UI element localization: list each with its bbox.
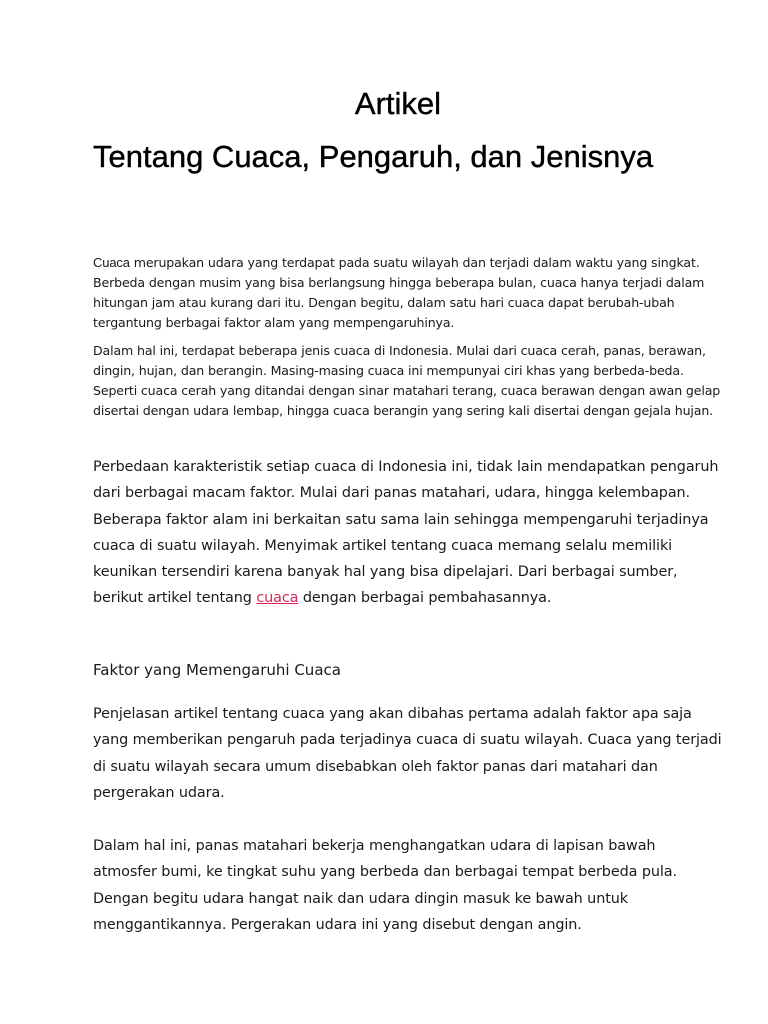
paragraph-intro	[93, 253, 723, 333]
paragraph-factors-text-before: Perbedaan karakteristik setiap cuaca di Indonesia ini, tidak lain mendapatkan pengaruh dari berbagai macam faktor. Mulai dari panas matahari, udara, hingga kelembapan. Beberapa faktor alam ini berkaitan satu sama lain sehingga mempengaruhi terjadinya cuaca di suatu wilayah. Menyimak artikel tentang cuaca memang selalu memiliki keunikan tersendiri karena banyak hal yang bisa dipelajari. Dari berbagai sumber, berikut artikel tentang	[93, 459, 719, 607]
paragraph-weather-types: Dalam hal ini, terdapat beberapa jenis cuaca di Indonesia. Mulai dari cuaca cerah, panas, berawan, dingin, hujan, dan berangin. Masing-masing cuaca ini mempunyai ciri khas yang berbeda-beda. Seperti cuaca cerah yang ditandai dengan sinar matahari terang, cuaca berawan dengan awan gelap disertai dengan udara lembap, hingga cuaca berangin yang sering kali disertai dengan gejala hujan.	[93, 343, 721, 418]
document-title: Artikel	[354, 86, 442, 121]
paragraph-sun-heat: Dalam hal ini, panas matahari bekerja menghangatkan udara di lapisan bawah atmosfer bumi, ke tingkat suhu yang berbeda dan berbagai tempat berbeda pula. Dengan begitu udara hangat naik dan udara dingin masuk ke bawah untuk menggantikannya. Pergerakan udara ini yang disebut dengan angin.	[93, 838, 677, 933]
paragraph-intro-lead-word: Cuaca	[93, 255, 130, 270]
cuaca-link[interactable]: cuaca	[256, 590, 299, 607]
document-subtitle: Tentang Cuaca, Pengaruh, dan Jenisnya	[93, 139, 654, 174]
paragraph-factors-text-after: dengan berbagai pembahasannya.	[298, 590, 552, 607]
section-heading-factors: Faktor yang Memengaruhi Cuaca	[93, 661, 341, 679]
paragraph-intro-text: merupakan udara yang terdapat pada suatu wilayah dan terjadi dalam waktu yang singkat. Berbeda dengan musim yang bisa berlangsung hingga beberapa bulan, cuaca hanya terjadi dalam hitungan jam atau kurang dari itu. Dengan begitu, dalam satu hari cuaca dapat berubah-ubah tergantung berbagai faktor alam yang mempengaruhinya.	[93, 255, 705, 330]
paragraph-weather-factors	[93, 454, 723, 612]
paragraph-factor-explanation: Penjelasan artikel tentang cuaca yang akan dibahas pertama adalah faktor apa saja yang memberikan pengaruh pada terjadinya cuaca di suatu wilayah. Cuaca yang terjadi di suatu wilayah secara umum disebabkan oleh faktor panas dari matahari dan pergerakan udara.	[93, 706, 722, 801]
